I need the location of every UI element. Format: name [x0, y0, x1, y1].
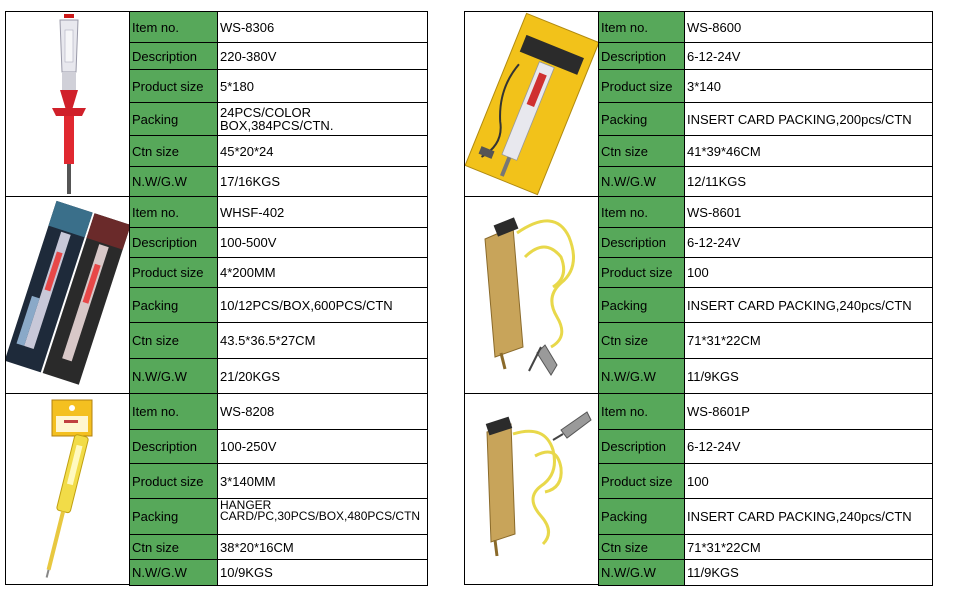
- brass-circuit-tester-cord-icon: [465, 394, 599, 584]
- spec-value: 5*180: [218, 70, 428, 103]
- spec-label: Ctn size: [599, 323, 685, 359]
- table-row: [130, 359, 428, 395]
- spec-value: 6-12-24V: [685, 228, 933, 258]
- table-row: [130, 167, 428, 197]
- spec-table: [129, 196, 428, 395]
- spec-label: Ctn size: [599, 535, 685, 560]
- spec-value: WS-8601P: [685, 394, 933, 430]
- spec-label: Packing: [599, 499, 685, 535]
- spec-label: Ctn size: [130, 535, 218, 560]
- spec-table: [129, 11, 428, 197]
- spec-value: 4*200MM: [218, 258, 428, 288]
- table-row: [599, 197, 933, 228]
- table-row: [599, 560, 933, 586]
- spec-value: WS-8306: [218, 12, 428, 43]
- brass-circuit-tester-clip-icon: [465, 197, 599, 393]
- table-row: [599, 323, 933, 359]
- spec-label: Packing: [130, 288, 218, 323]
- spec-value: 6-12-24V: [685, 43, 933, 70]
- spec-value: INSERT CARD PACKING,200pcs/CTN: [685, 103, 933, 136]
- spec-label: Product size: [599, 70, 685, 103]
- spec-value: 45*20*24: [218, 136, 428, 167]
- spec-label: Item no.: [130, 394, 218, 430]
- table-row: [130, 288, 428, 323]
- spec-value: 10/12PCS/BOX,600PCS/CTN: [218, 288, 428, 323]
- spec-label: N.W/G.W: [130, 167, 218, 197]
- table-row: [599, 359, 933, 395]
- table-row: [599, 430, 933, 464]
- spec-value: 71*31*22CM: [685, 535, 933, 560]
- spec-value: 38*20*16CM: [218, 535, 428, 560]
- carded-circuit-tester-icon: [465, 12, 599, 196]
- spec-label: N.W/G.W: [599, 560, 685, 586]
- table-row: [599, 394, 933, 430]
- product-image-cell: [465, 12, 599, 196]
- spec-value: 17/16KGS: [218, 167, 428, 197]
- table-row: [130, 430, 428, 464]
- spec-label: Packing: [130, 103, 218, 136]
- product-image-cell: [6, 12, 130, 196]
- spec-table: [598, 393, 933, 586]
- table-row: [130, 136, 428, 167]
- spec-label: Ctn size: [599, 136, 685, 167]
- spec-value: 43.5*36.5*27CM: [218, 323, 428, 359]
- spec-value: 3*140: [685, 70, 933, 103]
- spec-value: 100-250V: [218, 430, 428, 464]
- spec-value: WS-8601: [685, 197, 933, 228]
- spec-value: 6-12-24V: [685, 430, 933, 464]
- table-row: [599, 258, 933, 288]
- spec-table: [129, 393, 428, 586]
- spec-value: 71*31*22CM: [685, 323, 933, 359]
- table-row: [130, 499, 428, 535]
- spec-value: 11/9KGS: [685, 359, 933, 395]
- spec-label: Item no.: [599, 197, 685, 228]
- product-image-cell: [465, 197, 599, 393]
- spec-value: 220-380V: [218, 43, 428, 70]
- product-block-whsf-402: [5, 196, 427, 394]
- table-row: [599, 136, 933, 167]
- spec-label: Item no.: [130, 12, 218, 43]
- spec-table: [598, 196, 933, 395]
- table-row: [599, 167, 933, 197]
- carded-tester-pair-icon: [6, 197, 130, 393]
- spec-value: 3*140MM: [218, 464, 428, 499]
- spec-label: Description: [130, 228, 218, 258]
- table-row: [130, 560, 428, 586]
- table-row: [130, 535, 428, 560]
- spec-label: Packing: [130, 499, 218, 535]
- spec-label: Item no.: [599, 394, 685, 430]
- table-row: [130, 394, 428, 430]
- spec-label: Product size: [130, 258, 218, 288]
- spec-label: Ctn size: [130, 136, 218, 167]
- product-image-cell: [6, 394, 130, 584]
- table-row: [130, 323, 428, 359]
- table-row: [599, 70, 933, 103]
- table-row: [599, 535, 933, 560]
- spec-value: 10/9KGS: [218, 560, 428, 586]
- product-block-ws-8601p: [464, 393, 932, 585]
- spec-value: INSERT CARD PACKING,240pcs/CTN: [685, 499, 933, 535]
- product-image-cell: [465, 394, 599, 584]
- spec-table: [598, 11, 933, 197]
- spec-label: N.W/G.W: [130, 359, 218, 395]
- product-block-ws-8306: [5, 11, 427, 197]
- spec-value: 12/11KGS: [685, 167, 933, 197]
- table-row: [130, 12, 428, 43]
- spec-value: 24PCS/COLOR BOX,384PCS/CTN.: [218, 103, 428, 136]
- spec-label: Product size: [599, 258, 685, 288]
- spec-value: 100: [685, 258, 933, 288]
- product-block-ws-8208: [5, 393, 427, 585]
- spec-label: Item no.: [599, 12, 685, 43]
- spec-label: Description: [599, 43, 685, 70]
- spec-label: N.W/G.W: [130, 560, 218, 586]
- spec-value: WHSF-402: [218, 197, 428, 228]
- spec-label: Description: [130, 430, 218, 464]
- table-row: [130, 43, 428, 70]
- spec-label: Packing: [599, 103, 685, 136]
- table-row: [599, 43, 933, 70]
- table-row: [130, 70, 428, 103]
- spec-value: 11/9KGS: [685, 560, 933, 586]
- spec-value: [218, 499, 428, 535]
- table-row: [599, 499, 933, 535]
- spec-label: N.W/G.W: [599, 167, 685, 197]
- table-row: [599, 288, 933, 323]
- table-row: [130, 258, 428, 288]
- spec-label: N.W/G.W: [599, 359, 685, 395]
- table-row: [130, 197, 428, 228]
- spec-value: 21/20KGS: [218, 359, 428, 395]
- table-row: [599, 12, 933, 43]
- spec-value: WS-8208: [218, 394, 428, 430]
- spec-label: Product size: [599, 464, 685, 499]
- table-row: [130, 228, 428, 258]
- spec-value: INSERT CARD PACKING,240pcs/CTN: [685, 288, 933, 323]
- table-row: [599, 464, 933, 499]
- spec-label: Description: [599, 228, 685, 258]
- spec-label: Description: [130, 43, 218, 70]
- product-block-ws-8601: [464, 196, 932, 394]
- product-block-ws-8600: [464, 11, 932, 197]
- spec-label: Product size: [130, 70, 218, 103]
- yellow-tester-hanger-icon: [6, 394, 130, 584]
- spec-value: 41*39*46CM: [685, 136, 933, 167]
- spec-label: Item no.: [130, 197, 218, 228]
- product-image-cell: [6, 197, 130, 393]
- table-row: [130, 103, 428, 136]
- table-row: [130, 464, 428, 499]
- packing-text: HANGER CARD/PC,30PCS/BOX,480PCS/CTN: [220, 499, 421, 523]
- spec-label: Product size: [130, 464, 218, 499]
- spec-label: Description: [599, 430, 685, 464]
- spec-value: WS-8600: [685, 12, 933, 43]
- table-row: [599, 228, 933, 258]
- spec-value: 100: [685, 464, 933, 499]
- table-row: [599, 103, 933, 136]
- red-screwdriver-tester-icon: [6, 12, 130, 196]
- spec-label: Packing: [599, 288, 685, 323]
- spec-label: Ctn size: [130, 323, 218, 359]
- spec-value: 100-500V: [218, 228, 428, 258]
